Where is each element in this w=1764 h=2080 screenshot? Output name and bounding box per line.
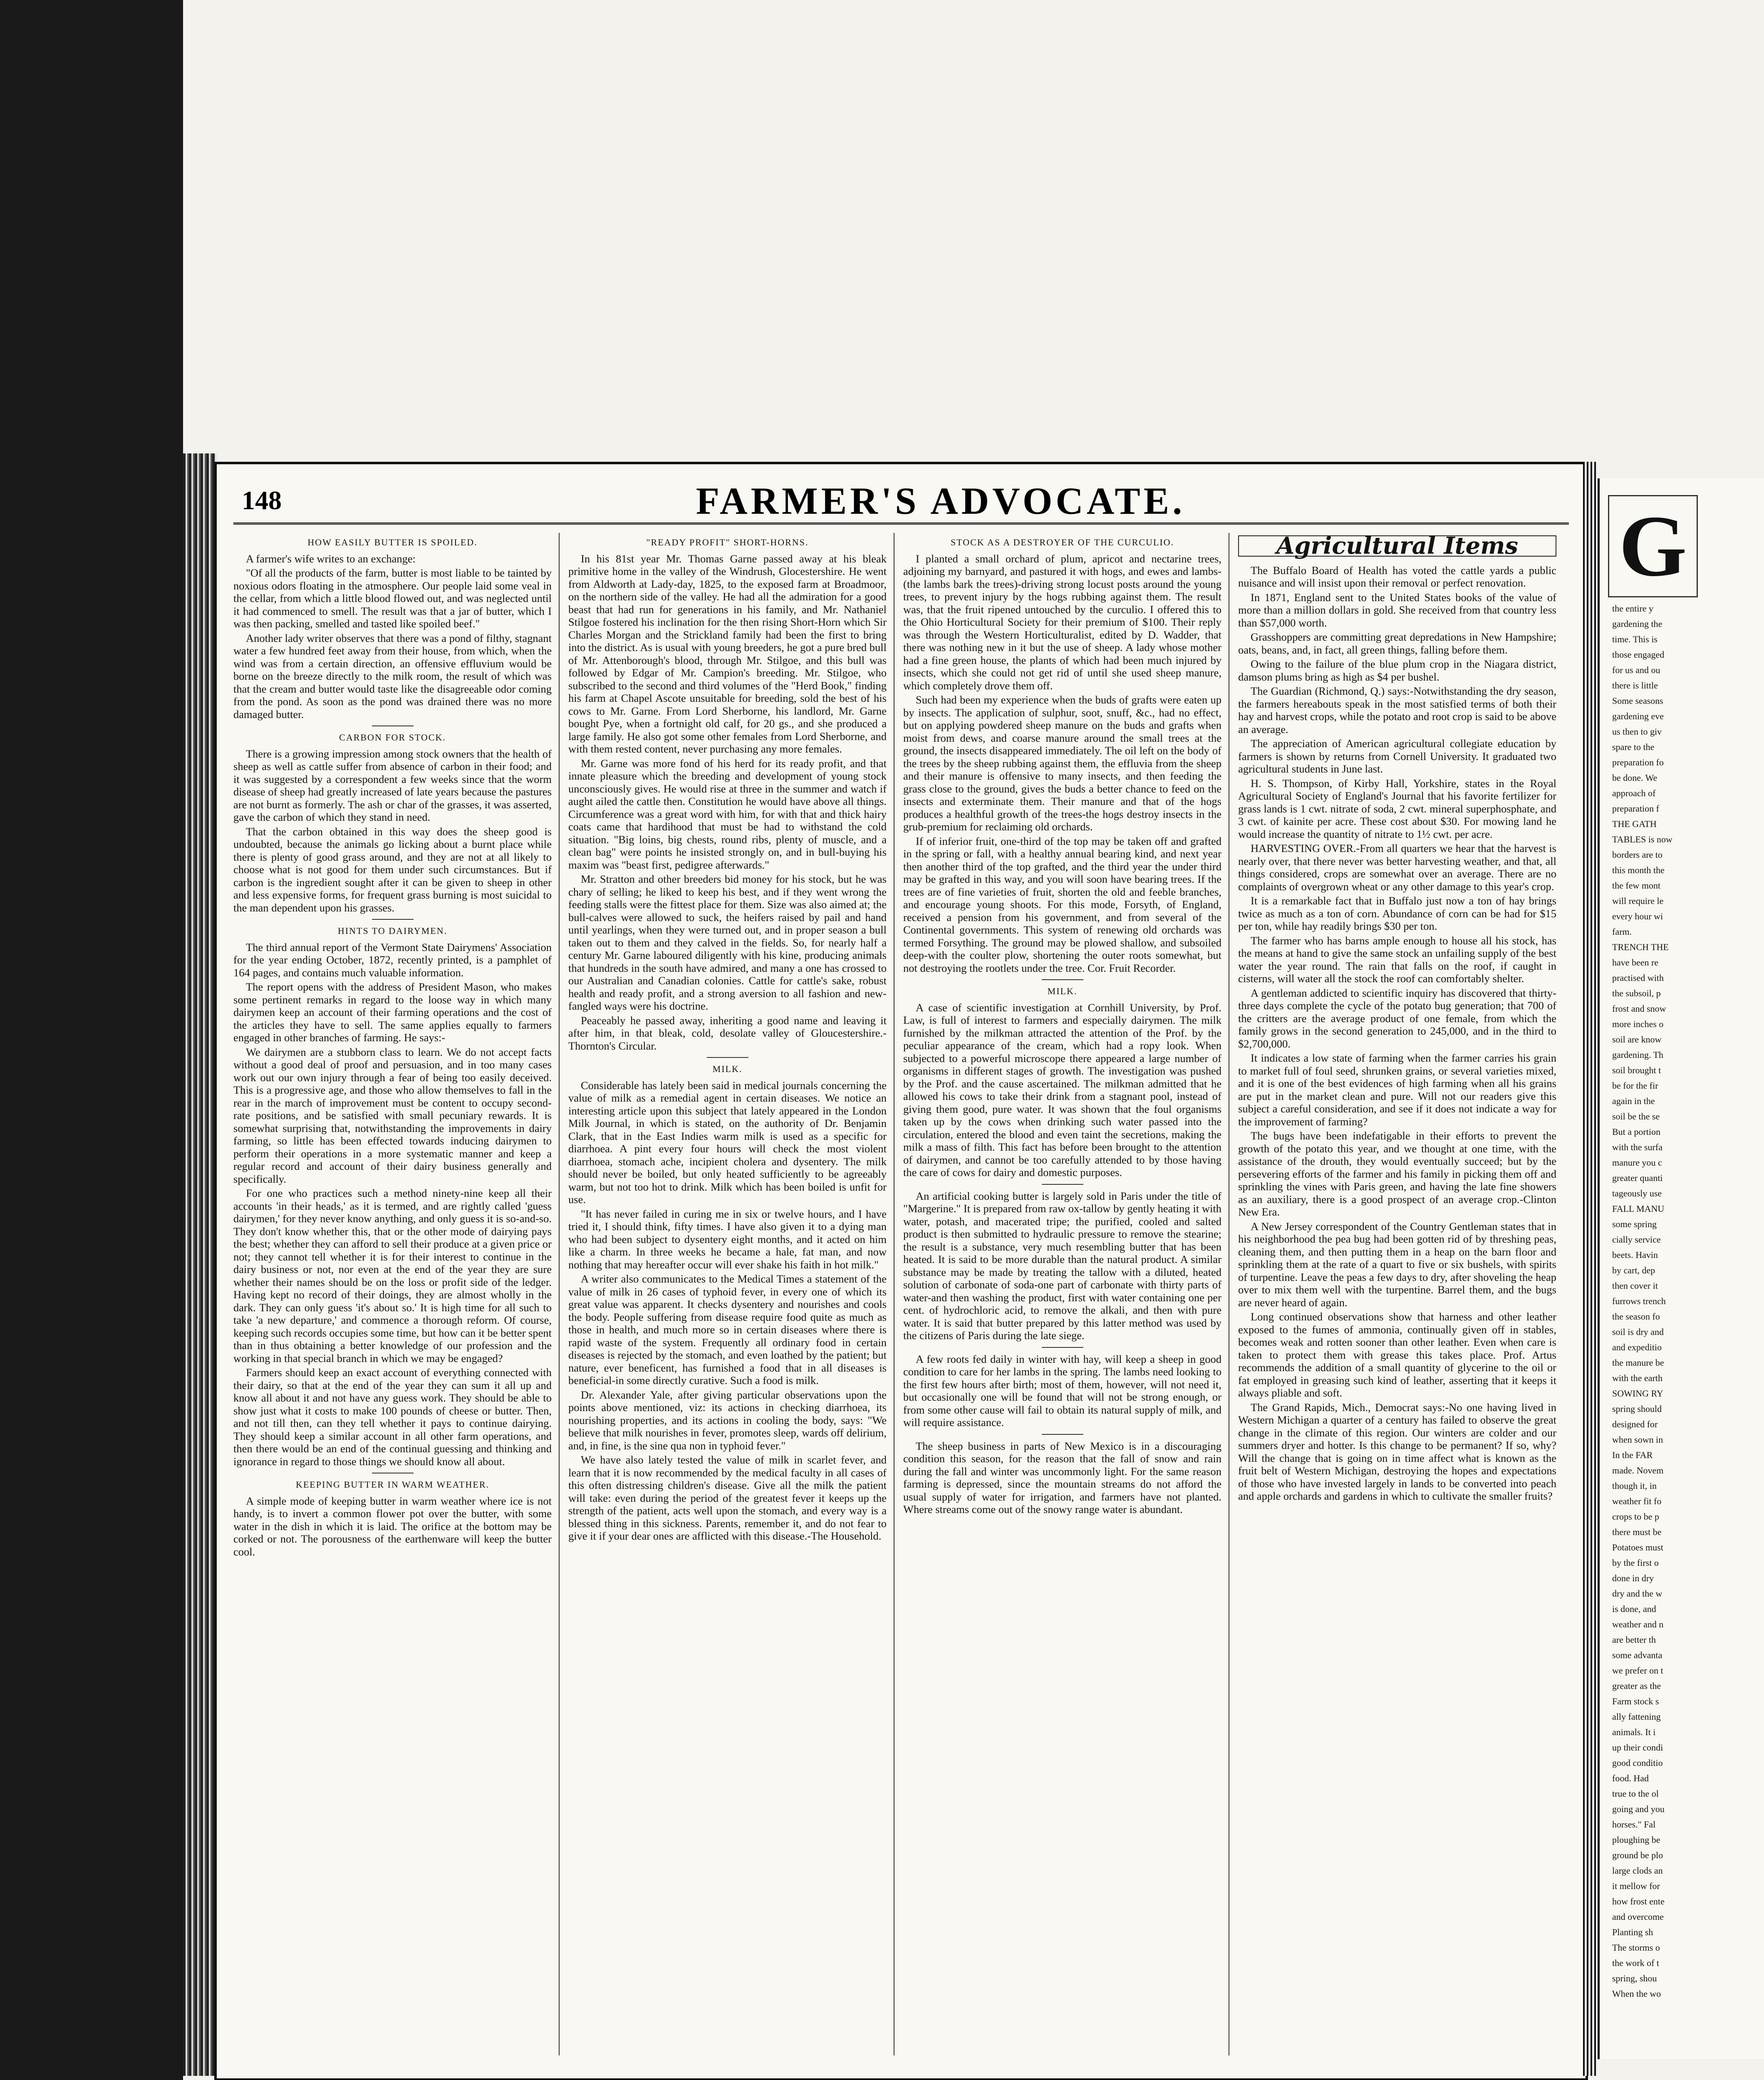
fragment-line: by the first o: [1612, 1558, 1659, 1568]
article-paragraph: A farmer's wife writes to an exchange:: [246, 552, 416, 565]
fragment-line: ground be plo: [1612, 1850, 1663, 1860]
separator: [1042, 979, 1083, 980]
fragment-line: gardening the: [1612, 619, 1662, 629]
article-paragraph: "Of all the products of the farm, butter is most liable to be tainted by noxious odors floating in the atmosphere. Our people laid some veal in the cellar, from which a little blood flowed out, and was neglected until it had commenced to smell. The result was that a jar of butter, which I was then packing, smelled and tasted like spoiled beef.": [233, 567, 552, 630]
fragment-line: and expeditio: [1612, 1342, 1662, 1352]
fragment-line: it mellow for: [1612, 1881, 1660, 1891]
newspaper-page: [214, 462, 1588, 2080]
article-paragraph: If of inferior fruit, one-third of the top may be taken off and grafted in the spring or fall, with a healthy annual bearing kind, and next year then another third of the top grafted, and the third year the under third may be grafted in this way, and you will soon have bearing trees. If the trees are of fine varieties of fruit, shorten the old and feeble branches, and encourage young shoots. For this mode, Forsyth, of England, received a pension from his government, and from several of the Continental governments. This system of renewing old orchards was termed Forsything. The ground may be plowed shallow, and subsoiled deep-with the coulter plow, shortening the outer roots somewhat, but not destroying the rootlets under the tree. Cor. Fruit Recorder.: [903, 834, 1221, 974]
fragment-line: dry and the w: [1612, 1588, 1662, 1599]
column-1: [233, 533, 552, 2064]
news-item: H. S. Thompson, of Kirby Hall, Yorkshire, states in the Royal Agricultural Society of England's Journal that his favorite fertilizer for grass lands is 1 cwt. nitrate of soda, 2 cwt. mineral superphosphate, and 3 cwt. of kainite per acre. These cost about $30. For mowing land he would increase the quantity of nitrate to 1½ cwt. per acre.: [1238, 777, 1556, 840]
article-paragraph: Considerable has lately been said in medical journals concerning the value of milk as a remedial agent in certain diseases. We notice an interesting article upon this subject that lately appeared in the London Milk Journal, in which is stated, on the authority of Dr. Benjamin Clark, that in the East Indies warm milk is used as a specific for diarrhoea. A pint every four hours will check the most violent diarrhoea, stomach ache, incipient cholera and dysentery. The milk should never be boiled, but only heated sufficiently to be agreeably warm, but not too hot to drink. Milk which has been boiled is unfit for use.: [568, 1079, 887, 1206]
fragment-line: are better th: [1612, 1634, 1656, 1645]
article-paragraph: Peaceably he passed away, inheriting a good name and leaving it after him, in that bleak, cold, desolate valley of Gloucestershire.- Thornton's Circular.: [568, 1014, 887, 1052]
article-title: CARBON FOR STOCK.: [339, 732, 446, 743]
fragment-line: every hour wi: [1612, 911, 1663, 921]
fragment-line: will require le: [1612, 896, 1664, 906]
fragment-line: the subsoil, p: [1612, 988, 1661, 998]
fragment-line: have been re: [1612, 957, 1659, 968]
separator: [372, 919, 414, 920]
article-paragraph: That the carbon obtained in this way does the sheep good is undoubted, because the animals go licking about a burnt place while there is plenty of good grass around, and they are not at all likely to choose what is not good for them under such circumstances. But if carbon is the ingredient sought after it can be given to sheep in other and less expensive forms, for frequent grass burning is most suicidal to the man dependent upon his grasses.: [233, 825, 552, 914]
separator: [1042, 1184, 1083, 1185]
article-paragraph: A few roots fed daily in winter with hay, will keep a sheep in good condition to care for her lambs in the spring. The lambs need looking to the first few hours after birth; most of them, however, will not need it, but occasionally one will be found that will not be strong enough, or from some other cause will fail to obtain its natural supply of milk, and will require assistance.: [903, 1352, 1221, 1429]
fragment-line: The storms o: [1612, 1942, 1660, 1953]
fragment-line: soil be the se: [1612, 1111, 1660, 1122]
article-paragraph: Another lady writer observes that there was a pond of filthy, stagnant water a few hundred feet away from their house, from which, when the wind was from a certain direction, an offensive effluvium would be borne on the breeze directly to the milk room, the result of which was that the cream and butter would taste like the disagreeable odor coming from the pond. As soon as the pond was drained there was no more damaged butter.: [233, 631, 552, 721]
fragment-line: more inches o: [1612, 1019, 1664, 1029]
fragment-line: the work of t: [1612, 1958, 1660, 1968]
separator: [1042, 1434, 1083, 1435]
page-number: 148: [242, 485, 282, 515]
fragment-line: gardening. Th: [1612, 1050, 1664, 1060]
fragment-line: for us and ou: [1612, 665, 1660, 675]
article-title: "READY PROFIT" SHORT-HORNS.: [646, 537, 809, 547]
fragment-line: cially service: [1612, 1234, 1661, 1245]
article-butter-spoiled: [233, 536, 552, 721]
separator: [1042, 1347, 1083, 1348]
article-title: STOCK AS A DESTROYER OF THE CURCULIO.: [950, 537, 1174, 547]
article-short-horns: [568, 536, 887, 1052]
page-edge: [1583, 462, 1598, 2076]
fragment-line: practised with: [1612, 973, 1664, 983]
news-item: The farmer who has barns ample enough to house all his stock, has the means at hand to give the same stock an unfailing supply of the best water the year round. The rain that falls on the roof, if caught in cisterns, will water all the stock the roof can comfortably shelter.: [1238, 934, 1556, 985]
fragment-line: TABLES is now: [1612, 834, 1672, 844]
fragment-line: SOWING RY: [1612, 1388, 1663, 1399]
fragment-line: weather and n: [1612, 1619, 1664, 1629]
fragment-line: be done. We: [1612, 773, 1657, 783]
fragment-line: crops to be p: [1612, 1511, 1660, 1522]
article-paragraph: A writer also communicates to the Medical Times a statement of the value of milk in 26 cases of typhoid fever, in every one of which its great value was apparent. It checks dysentery and nourishes and cools the body. People suffering from disease require food quite as much as those in health, and much more so in certain diseases where there is rapid waste of the system. Frequently all ordinary food in certain diseases is rejected by the stomach, and even loathed by the patient; but nature, ever beneficent, has furnished a food that in all diseases is beneficial-in some directly curative. Such a food is milk.: [568, 1273, 887, 1387]
fragment-line: the manure be: [1612, 1357, 1664, 1368]
article-paragraph: A simple mode of keeping butter in warm weather where ice is not handy, is to invert a common flower pot over the butter, with some water in the dish in which it is laid. The orifice at the bottom may be corked or not. The porousness of the earthenware will keep the butter cool.: [233, 1494, 552, 1558]
news-item: A gentleman addicted to scientific inquiry has discovered that thirty-three days complete the cycle of the potato bug generation; that 700 of the critters are the average product of one female, from which the family grows in the second generation to 245,000, and in the third to $2,700,000.: [1238, 986, 1556, 1050]
article-paragraph: The sheep business in parts of New Mexico is in a discouraging condition this season, for the reason that the fall of snow and rain during the fall and winter was uncommonly light. For the same reason farming is depressed, since the mountain streams do not afford the usual supply of water for irrigation, and farmers have not planted. Where streams come out of the snowy range water is abundant.: [903, 1439, 1221, 1515]
article-title: KEEPING BUTTER IN WARM WEATHER.: [295, 1479, 490, 1490]
column-3: [903, 533, 1221, 2064]
fragment-line: going and you: [1612, 1804, 1665, 1814]
article-paragraph: "It has never failed in curing me in six or twelve hours, and I have tried it, I should think, fifty times. I have also given it to a dying man who had been subject to dysentery eight months, and it acted on him like a charm. In three weeks he became a hale, fat man, and now nothing that may hereafter occur will ever shake his faith in hot milk.": [568, 1207, 887, 1271]
article-title: MILK.: [712, 1064, 743, 1074]
fragment-line: frost and snow: [1612, 1003, 1666, 1014]
fragment-line: made. Novem: [1612, 1465, 1664, 1476]
article-hints-to-dairymen: [233, 925, 552, 1468]
fragment-line: TRENCH THE: [1612, 942, 1669, 952]
fragment-line: soil brought t: [1612, 1065, 1661, 1075]
adjacent-page-fragment: [1598, 478, 1764, 2059]
news-item: It is a remarkable fact that in Buffalo just now a ton of hay brings twice as much as a ton of corn. Abundance of corn can be had for $15 per ton, while hay readily brings $30 per ton.: [1238, 894, 1556, 932]
news-item: The Grand Rapids, Mich., Democrat says:-No one having lived in Western Michigan a quarter of a century has failed to observe the great change in the climate of this region. Our winters are colder and our summers dryer and hotter. Is this change to be permanent? If so, why? Will the change that is going on in time affect what is known as the fruit belt of Western Michigan, destroying the hopes and expectations of those who have invested largely in lands to be converted into peach and apple orchards and gardens in which to cultivate the smaller fruits?: [1238, 1401, 1556, 1502]
fragment-line: designed for: [1612, 1419, 1658, 1429]
fragment-line: FALL MANU: [1612, 1203, 1665, 1214]
fragment-line: In the FAR: [1612, 1450, 1653, 1460]
decorative-initial-letter: G: [1608, 495, 1698, 597]
fragment-line: animals. It i: [1612, 1727, 1656, 1737]
article-paragraph: A case of scientific investigation at Cornhill University, by Prof. Law, is full of interest to farmers and especially dairymen. The milk furnished by the milkman attracted the attention of the Prof. by the peculiar appearance of the cream, which had a ropy look. When subjected to a powerful microscope there appeared a large number of organisms in different stages of growth. The investigation was pushed by the Prof. and the cause ascertained. The milkman admitted that he allowed his cows to take their drink from a stagnant pool, instead of giving them good, pure water. It was shown that the foul organisms taken up by the cows when drinking such water passed into the circulation, entered the blood and even taint the secretions, making the milk a mass of filth. This fact has before been brought to the attention of dairymen, and cannot be too carefully attended to by those having the care of cows for dairy and domestic purposes.: [903, 1001, 1221, 1179]
column-4-agricultural-items: [1238, 533, 1556, 2064]
news-item: A New Jersey correspondent of the Country Gentleman states that in his neighborhood the pea bug had been gotten rid of by threshing peas, cleaning them, and then putting them in a heap on the barn floor and sprinkling them at the rate of a quart to five or six bushels, with spirits of turpentine. Leave the peas a few days to dry, after shoveling the heap over to mix them well with the turpentine. Barrel them, and the bugs are never heard of again.: [1238, 1220, 1556, 1309]
fragment-line: ploughing be: [1612, 1835, 1660, 1845]
news-item: The bugs have been indefatigable in their efforts to prevent the growth of the potato this year, and we thought at one time, with the assistance of the drouth, they would eventually succeed; but by the persevering efforts of the farmer and his family in picking them off and sprinkling the vines with Paris green, and having the late fine showers as an auxiliary, there is a good prospect of an average crop.-Clinton New Era.: [1238, 1129, 1556, 1218]
news-item: The Buffalo Board of Health has voted the cattle yards a public nuisance and will insist upon their removal or perfect renovation.: [1238, 564, 1556, 589]
article-paragraph: In his 81st year Mr. Thomas Garne passed away at his bleak primitive home in the valley of the Windrush, Glocestershire. He went from Aldworth at Lady-day, 1825, to the exposed farm at Broadmoor, on the northern side of the valley. He had all the admiration for a good beast that had run for generations in his family, and Mr. Nathaniel Stilgoe fostered his inclination for the then rising Short-Horn which Sir Charles Morgan and the Strickland family had been the first to bring into the district. As is usual with young breeders, he got a pure bred bull of Mr. Attenborough's blood, through Mr. Stilgoe, and this bull was followed by Edgar of Mr. Campion's breeding. Mr. Stilgoe, who subscribed to the second and third volumes of the "Herd Book," finding his farm at Chapel Ascote unsuitable for breeding, sold the best of his cows to Mr. Garne. From Lord Sherborne, his landlord, Mr. Garne bought Pye, when a fortnight old calf, for 20 gs., and she produced a large family. He also got some other females from Lord Sherborne, and with them rested content, never purchasing any more females.: [568, 552, 887, 755]
news-item: It indicates a low state of farming when the farmer carries his grain to market full of foul seed, shrunken grains, or several varieties mixed, and it is one of the best evidences of high farming when all his grains are put in the market clean and pure. Will not our readers give this subject a careful consideration, and see if it does not indicate a way for the improvement of farming?: [1238, 1052, 1556, 1128]
fragment-line: us then to giv: [1612, 726, 1662, 737]
article-title: HINTS TO DAIRYMEN.: [337, 926, 448, 936]
article-milk-1: [568, 1063, 887, 1543]
fragment-line: spare to the: [1612, 742, 1655, 752]
fragment-line: Some seasons: [1612, 696, 1663, 706]
fragment-line: tageously use: [1612, 1188, 1662, 1198]
fragment-line: spring should: [1612, 1404, 1662, 1414]
fragment-line: borders are to: [1612, 849, 1662, 860]
fragment-line: preparation f: [1612, 803, 1659, 814]
fragment-line: Farm stock s: [1612, 1696, 1659, 1706]
fragment-line: gardening eve: [1612, 711, 1664, 721]
fragment-line: ally fattening: [1612, 1711, 1661, 1722]
fragment-line: furrows trench: [1612, 1296, 1666, 1306]
article-paragraph: Mr. Stratton and other breeders bid money for his stock, but he was chary of selling; he liked to keep his best, and if they went wrong the feeding stalls were the fittest place for them. Size was also aimed at; the bull-calves were allowed to suck, the heifers raised by pail and hand until yearlings, when they were turned out, and in proper season a bull taken out to them and they calved in the fields. So, for nearly half a century Mr. Garne laboured diligently with his kine, producing animals that hundreds in the south have admired, and many a one has crossed to our Australian and Canadian colonies. Cattle for cattle's sake, robust health and ready profit, and a strong aversion to all fashion and new-fangled ways were his doctrine.: [568, 873, 887, 1012]
article-title: MILK.: [1047, 986, 1078, 996]
article-carbon-for-stock: [233, 731, 552, 914]
fragment-line: those engaged: [1612, 649, 1665, 660]
fragment-line: good conditio: [1612, 1758, 1663, 1768]
fragment-line: the few mont: [1612, 880, 1661, 891]
article-paragraph: Farmers should keep an exact account of everything connected with their dairy, so that at the end of the year they can sum it all up and know all about it and not have any guess work. They should be able to show just what it costs to make 100 pounds of cheese or butter. Then, and not till then, can they tell whether it pays to continue dairying. They should keep a similar account in all other farm operations, and then there would be an end of the continual guessing and thinking and ignorance in regard to those things we should know all about.: [233, 1366, 552, 1468]
separator: [707, 1057, 748, 1058]
fragment-line: we prefer on t: [1612, 1665, 1663, 1676]
fragment-line: approach of: [1612, 788, 1656, 798]
fragment-line: soil are know: [1612, 1034, 1662, 1045]
fragment-line: beets. Havin: [1612, 1250, 1658, 1260]
fragment-line: with the surfa: [1612, 1142, 1662, 1152]
fragment-line: when sown in: [1612, 1434, 1663, 1445]
article-paragraph: Dr. Alexander Yale, after giving particular observations upon the points above mentioned, viz: its actions in checking diarrhoea, its nourishing properties, and its actions in cooling the body, says: "We believe that milk nourishes in fever, promotes sleep, wards off delirium, and, in fine, is the sine qua non in typhoid fever.": [568, 1388, 887, 1452]
fragment-line: the entire y: [1612, 603, 1653, 614]
column-rule: [559, 533, 560, 2055]
fragment-line: the season fo: [1612, 1311, 1660, 1322]
fragment-line: manure you c: [1612, 1157, 1662, 1168]
fragment-line: Potatoes must: [1612, 1542, 1663, 1553]
fragment-line: true to the ol: [1612, 1788, 1659, 1799]
news-item: Long continued observations show that harness and other leather exposed to the fumes of ammonia, continually given off in stables, becomes weak and rotten sooner than other leather. Even when care is taken to protect them with grease this takes place. Prof. Artus recommends the addition of a small quantity of glycerine to the oil or fat employed in greasing such kind of leather, asserting that it keeps it always pliable and soft.: [1238, 1310, 1556, 1399]
fragment-line: Planting sh: [1612, 1927, 1653, 1937]
news-item: Owing to the failure of the blue plum crop in the Niagara district, damson plums bring as high as $4 per bushel.: [1238, 658, 1556, 683]
fragment-line: there must be: [1612, 1527, 1662, 1537]
fragment-line: But a portion: [1612, 1127, 1661, 1137]
column-2: [568, 533, 887, 2064]
article-paragraph: We have also lately tested the value of milk in scarlet fever, and learn that it is now recommended by the medical faculty in all cases of this often distressing children's disease. Give all the milk the patient will take: even during the period of the greatest fever it keeps up the strength of the patient, acts well upon the stomach, and every way is a blessed thing in this sickness. Parents, remember it, and do not fear to give it if your dear ones are afflicted with this disease.-The Household.: [568, 1454, 887, 1542]
fragment-line: done in dry: [1612, 1573, 1654, 1583]
news-item: HARVESTING OVER.-From all quarters we hear that the harvest is nearly over, that there never was better harvesting weather, and that, all things considered, crops are somewhat over an average. There are no complaints of overgrown wheat or any other damage to this year's crop.: [1238, 842, 1556, 893]
fragment-line: with the earth: [1612, 1373, 1662, 1383]
fragment-line: large clods an: [1612, 1865, 1663, 1876]
fragment-line: some spring: [1612, 1219, 1657, 1229]
news-item: The Guardian (Richmond, Q.) says:-Notwithstanding the dry season, the farmers hereabouts speak in the most satisfied terms of both their hay and harvest crops, while the potato and root crop is said to be above an average.: [1238, 685, 1556, 735]
fragment-line: then cover it: [1612, 1280, 1658, 1291]
fragment-line: again in the: [1612, 1096, 1655, 1106]
news-item: The appreciation of American agricultural collegiate education by farmers is shown by returns from Cornell University. It graduated two agricultural students in June last.: [1238, 737, 1556, 775]
fragment-line: preparation fo: [1612, 757, 1664, 768]
news-item: In 1871, England sent to the United States books of the value of more than a million dollars in gold. She received from that country less than $57,000 worth.: [1238, 591, 1556, 629]
news-item: Grasshoppers are committing great depredations in New Hampshire; oats, beans, and, in fact, all green things, falling before them.: [1238, 631, 1556, 656]
article-paragraph: The report opens with the address of President Mason, who makes some pertinent remarks in regard to the loose way in which many dairymen keep an account of their farming operations and the cost of the articles they have to sell. The same applies equally to farmers engaged in other branches of farming. He says:-: [233, 981, 552, 1044]
fragment-line: there is little: [1612, 680, 1658, 691]
article-paragraph: Such had been my experience when the buds of grafts were eaten up by insects. The application of sulphur, soot, snuff, &c., had no effect, but on applying powdered sheep manure on the buds and grafts when moist from dews, and coarse manure around the small trees at the ground, the insects disappeared immediately. The oil left on the body of the trees by the sheep rubbing against them, the effluvia from the sheep and their manure is offensive to many insects, and then feeding the grass close to the ground, gives the buds a better chance to feed on the insects and exterminate them. Their manure and that of the hogs produces a healthful growth of the trees-the hogs destroy insects in the grub-premium for reclaiming old orchards.: [903, 693, 1221, 833]
masthead-title: FARMER'S ADVOCATE.: [696, 480, 1186, 522]
fragment-line: up their condi: [1612, 1742, 1663, 1753]
fragment-line: THE GATH: [1612, 819, 1657, 829]
section-heading: Agricultural Items: [1238, 535, 1556, 557]
fragment-line: this month the: [1612, 865, 1665, 875]
fragment-line: soil is dry and: [1612, 1327, 1664, 1337]
fragment-line: by cart, dep: [1612, 1265, 1655, 1275]
fragment-line: time. This is: [1612, 634, 1657, 644]
fragment-line: some advanta: [1612, 1650, 1662, 1660]
page-header: [233, 477, 1569, 525]
book-binding-edge: [183, 453, 216, 2076]
fragment-line: and overcome: [1612, 1912, 1664, 1922]
article-paragraph: I planted a small orchard of plum, apricot and nectarine trees, adjoining my barnyard, and pastured it with hogs, and ewes and lambs-(the lambs bark the trees)-driving strong locust posts around the young trees, to prevent injury by the hogs rubbing against them. The result was, that the fruit ripened untouched by the curculio. I offered this to the Ohio Horticultural Society for their premium of $100. Their reply was through the Western Horticulturalist, edited by D. Wadder, that there was nothing new in it but the use of sheep. A lady whose mother had a fine green house, the plants of which had been much injured by insects, which she could not get rid of until she used sheep manure, which completely drove them off.: [903, 552, 1221, 692]
article-paragraph: The third annual report of the Vermont State Dairymens' Association for the year ending October, 1872, recently printed, is a pamphlet of 164 pages, and contains much valuable information.: [233, 941, 552, 979]
article-paragraph: For one who practices such a method ninety-nine keep all their accounts 'in their heads,' as it is termed, and are rightly called 'guess dairymen,' for they never know anything, and only guess it is so-and-so. They don't know whether this, that or the other mode of dairying pays the best; whether they can afford to sell their produce at a given price or not; they cannot tell whether it is for their interest to continue in the dairy business or not, nor even at the end of the year they are sure whether their names should be on the loss or profit side of the ledger. Having kept no record of their doings, they are almost wholly in the dark. They can only guess 'it's about so.' It is high time for all such to take 'a new departure,' and commence a thorough reform. Of course, keeping such records occupies some time, but how can it be better spent than in thus obtaining a better knowledge of our profession and the working in that special branch in which we may be engaged?: [233, 1187, 552, 1364]
fragment-line: When the wo: [1612, 1988, 1661, 1999]
article-paragraph: There is a growing impression among stock owners that the health of sheep as well as cattle suffer from absence of carbon in their food; and it was suggested by a correspondent a few weeks since that the worm disease of sheep had greatly increased of late years because the pastures are not burnt as formerly. The ash or char of the grasses, it was asserted, gave the carbon of which they stand in need.: [233, 747, 552, 823]
fragment-line: horses." Fal: [1612, 1819, 1656, 1830]
fragment-line: farm.: [1612, 926, 1632, 937]
fragment-line: weather fit fo: [1612, 1496, 1662, 1506]
fragment-line: be for the fir: [1612, 1080, 1658, 1091]
article-paragraph: Mr. Garne was more fond of his herd for its ready profit, and that innate pleasure which the breeding and development of young stock unconsciously gives. He would rise at three in the summer and watch if aught ailed the cattle then. Constitution he would have above all things. Circumference was a great word with him, for with that and thick hairy coats came that hardihood that must be had to withstand the cold situation. "Big loins, big chests, round ribs, plenty of muscle, and a clean bag" were points he insisted strongly on, and in bull-buying his maxim was "beast first, pedigree afterwards.": [568, 757, 887, 871]
fragment-line: greater as the: [1612, 1681, 1661, 1691]
fragment-line: though it, in: [1612, 1481, 1657, 1491]
article-curculio: [903, 536, 1221, 974]
article-milk-2: [903, 985, 1221, 1516]
fragment-line: is done, and: [1612, 1604, 1656, 1614]
fragment-line: food. Had: [1612, 1773, 1649, 1783]
article-paragraph: We dairymen are a stubborn class to learn. We do not accept facts without a good deal of proof and persuasion, and in too many cases work out our own injury through a fear of being too easily deceived. This is a progressive age, and those who allow themselves to fall in the rear in the march of improvement must be content to occupy second-rate positions, and be satisfied with small pecuniary rewards. It is somewhat surprising that, notwithstanding the improvements in dairy farming, so little has been effected towards inducing dairymen to perform their operations in a more systematic manner and keep a regular record and account of their dairy business generally and specifically.: [233, 1045, 552, 1185]
fragment-line: spring, shou: [1612, 1973, 1657, 1983]
fragment-line: greater quanti: [1612, 1173, 1663, 1183]
article-title: HOW EASILY BUTTER IS SPOILED.: [307, 537, 478, 547]
article-keeping-butter: [233, 1478, 552, 1558]
fragment-line: how frost ente: [1612, 1896, 1665, 1907]
article-paragraph: An artificial cooking butter is largely sold in Paris under the title of "Margerine." It is prepared from raw ox-tallow by gently heating it with water, potash, and macerated tripe; the purified, cooled and salted product is then submitted to hydraulic pressure to remove the stearine; the result is a substance, very much resembling butter that has been heated. It is said to be more durable than the natural product. A similar substance may be made by treating the tallow with a diluted, heated solution of carbonate of soda-one part of carbonate with thirty parts of water-and then washing the product, first with water containing one per cent. of hydrochloric acid, to remove the alkali, and then with pure water. It is said that butter prepared by this latter method was used by the citizens of Paris during the late siege.: [903, 1189, 1221, 1342]
